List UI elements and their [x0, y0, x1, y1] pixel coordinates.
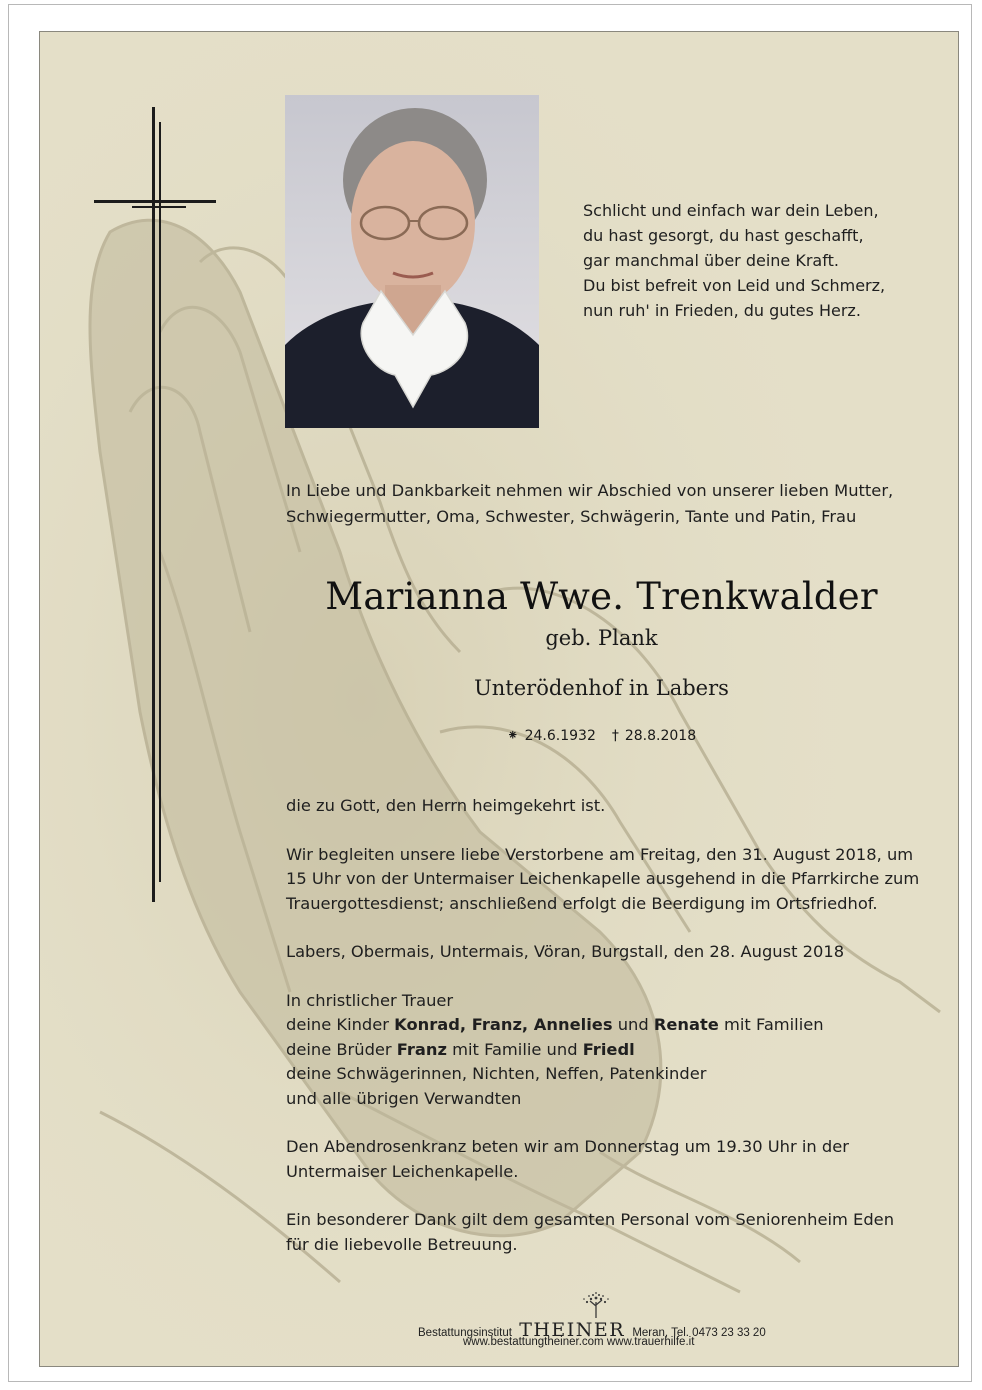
place-date: Labers, Obermais, Untermais, Vöran, Burgstall, den 28. August 2018	[286, 942, 845, 961]
obituary-card	[39, 31, 959, 1367]
undertaker-contact: Meran, Tel. 0473 23 33 20	[632, 1327, 766, 1339]
undertaker-brand: THEINER	[519, 1319, 626, 1341]
deceased-name: Marianna Wwe. Trenkwalder	[325, 575, 878, 618]
mourners	[286, 989, 946, 1112]
announcement-body	[286, 794, 946, 1281]
death-dagger-icon: †	[611, 728, 619, 744]
poem-line: du hast gesorgt, du hast geschafft,	[583, 226, 864, 245]
rosary-line: Untermaiser Leichenkapelle.	[286, 1161, 519, 1181]
mourners-brothers: deine Brüder Franz mit Familie und Friedl	[286, 1039, 635, 1059]
child-last-name: Renate	[653, 1015, 719, 1034]
maiden-name: geb. Plank	[545, 626, 658, 650]
poem-line: Du bist befreit von Leid und Schmerz,	[583, 276, 886, 295]
life-dates	[40, 728, 959, 744]
poem	[583, 198, 923, 323]
portrait-photo	[285, 95, 539, 428]
intro-line: Schwiegermutter, Oma, Schwester, Schwägerin, Tante und Patin, Frau	[286, 507, 857, 526]
funeral-details	[286, 843, 946, 917]
funeral-line: 15 Uhr von der Untermaiser Leichenkapelle ausgehend in die Pfarrkirche zum	[286, 869, 920, 888]
thanks-line: für die liebevolle Betreuung.	[286, 1234, 518, 1254]
rosary-line: Den Abendrosenkranz beten wir am Donnerstag um 19.30 Uhr in der	[286, 1137, 849, 1156]
death-date: 28.8.2018	[624, 728, 697, 744]
thanks-notice	[286, 1208, 946, 1257]
funeral-line: Trauergottesdienst; anschließend erfolgt die Beerdigung im Ortsfriedhof.	[286, 893, 878, 913]
mourners-relatives: und alle übrigen Verwandten	[286, 1088, 522, 1108]
funeral-line: Wir begleiten unsere liebe Verstorbene am Freitag, den 31. August 2018, um	[286, 844, 914, 864]
returned-text: die zu Gott, den Herrn heimgekehrt ist.	[286, 796, 606, 815]
brother-name: Franz	[396, 1039, 447, 1059]
brother-name: Friedl	[582, 1039, 635, 1059]
undertaker-prefix: Bestattungsinstitut	[418, 1327, 512, 1339]
footer	[40, 1286, 959, 1356]
children-names: Konrad, Franz, Annelies	[394, 1015, 613, 1034]
cross-icon	[40, 32, 240, 912]
poem-line: Schlicht und einfach war dein Leben,	[583, 201, 879, 220]
residence: Unterödenhof in Labers	[474, 676, 729, 700]
intro-line: In Liebe und Dankbarkeit nehmen wir Abschied von unserer lieben Mutter,	[286, 481, 894, 500]
thanks-line: Ein besonderer Dank gilt dem gesamten Personal vom Seniorenheim Eden	[286, 1210, 895, 1229]
birth-star-icon: ⁕	[506, 728, 519, 744]
rosary-notice	[286, 1135, 946, 1184]
outer-frame	[8, 4, 972, 1382]
undertaker-websites: www.bestattungtheiner.com www.trauerhilfe.it	[463, 1336, 695, 1348]
mourners-inlaws: deine Schwägerinnen, Nichten, Neffen, Patenkinder	[286, 1064, 707, 1083]
poem-line: nun ruh' in Frieden, du gutes Herz.	[583, 301, 861, 320]
tree-logo-icon	[578, 1290, 614, 1320]
intro-text	[286, 478, 936, 530]
mourners-heading: In christlicher Trauer	[286, 990, 454, 1010]
portrait-image	[285, 95, 539, 428]
poem-line: gar manchmal über deine Kraft.	[583, 251, 839, 270]
mourners-children: deine Kinder Konrad, Franz, Annelies und Renate mit Familien	[286, 1015, 824, 1034]
birth-date: 24.6.1932	[524, 728, 596, 744]
